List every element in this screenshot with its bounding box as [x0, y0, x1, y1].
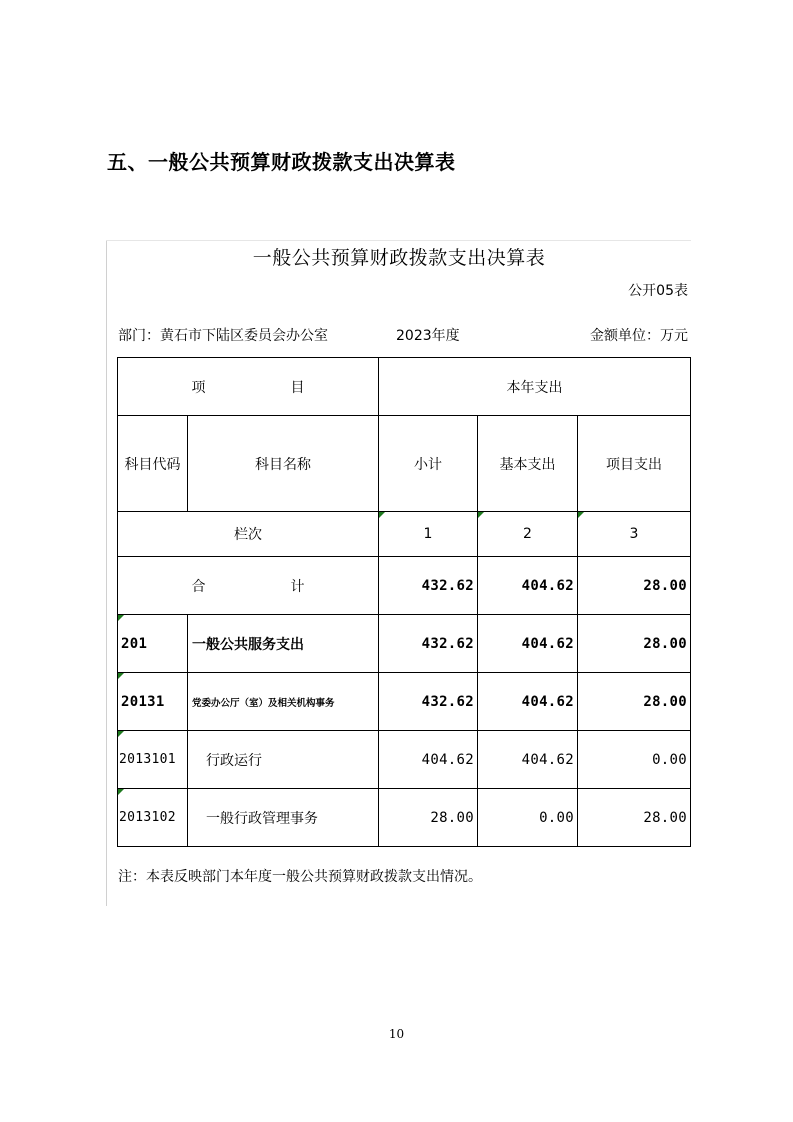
column-index-3: 3 — [578, 512, 691, 557]
row-name: 一般公共服务支出 — [188, 615, 379, 673]
section-heading: 五、一般公共预算财政拨款支出决算表 — [107, 150, 456, 174]
row-basic: 404.62 — [478, 673, 578, 731]
sheet-left-border — [106, 240, 107, 906]
header-code: 科目代码 — [118, 416, 188, 512]
row-project: 28.00 — [578, 673, 691, 731]
row-name: 党委办公厅（室）及相关机构事务 — [188, 673, 379, 731]
total-project: 28.00 — [578, 557, 691, 615]
total-label-b: 计 — [290, 578, 305, 595]
fiscal-year: 2023年度 — [396, 328, 460, 344]
row-basic: 404.62 — [478, 731, 578, 789]
row-name: 行政运行 — [188, 731, 379, 789]
row-project: 28.00 — [578, 615, 691, 673]
row-project: 28.00 — [578, 789, 691, 847]
row-project: 0.00 — [578, 731, 691, 789]
total-label-cell — [118, 557, 379, 615]
total-label-a: 合 — [191, 578, 206, 595]
table-title: 一般公共预算财政拨款支出决算表 — [252, 247, 546, 269]
row-subtotal: 432.62 — [379, 615, 478, 673]
table-row — [118, 789, 691, 847]
row-code: 2013102 — [118, 789, 188, 847]
header-item-a: 项 — [191, 379, 206, 396]
header-item-b: 目 — [290, 379, 305, 396]
expenditure-table — [117, 357, 691, 847]
header-row-2 — [118, 416, 691, 512]
sheet-top-border — [106, 240, 691, 241]
column-index-1: 1 — [379, 512, 478, 557]
page-number: 10 — [388, 1027, 405, 1041]
header-subtotal: 小计 — [379, 416, 478, 512]
header-basic: 基本支出 — [478, 416, 578, 512]
row-code: 201 — [118, 615, 188, 673]
row-subtotal: 432.62 — [379, 673, 478, 731]
row-subtotal: 404.62 — [379, 731, 478, 789]
amount-unit: 金额单位：万元 — [590, 328, 688, 344]
department-label: 部门：黄石市下陆区委员会办公室 — [118, 328, 328, 344]
total-basic: 404.62 — [478, 557, 578, 615]
row-code: 2013101 — [118, 731, 188, 789]
form-code: 公开05表 — [628, 283, 688, 299]
row-name: 一般行政管理事务 — [188, 789, 379, 847]
header-name: 科目名称 — [188, 416, 379, 512]
column-index-row — [118, 512, 691, 557]
column-index-2: 2 — [478, 512, 578, 557]
header-project: 项目支出 — [578, 416, 691, 512]
row-basic: 404.62 — [478, 615, 578, 673]
row-basic: 0.00 — [478, 789, 578, 847]
table-row — [118, 731, 691, 789]
header-item-cell — [118, 358, 379, 416]
header-row-1 — [118, 358, 691, 416]
row-code: 20131 — [118, 673, 188, 731]
total-subtotal: 432.62 — [379, 557, 478, 615]
table-note: 注：本表反映部门本年度一般公共预算财政拨款支出情况。 — [118, 869, 482, 885]
header-current-year: 本年支出 — [379, 358, 691, 416]
row-subtotal: 28.00 — [379, 789, 478, 847]
table-row — [118, 673, 691, 731]
table-row — [118, 615, 691, 673]
total-row — [118, 557, 691, 615]
column-index-label: 栏次 — [118, 512, 379, 557]
